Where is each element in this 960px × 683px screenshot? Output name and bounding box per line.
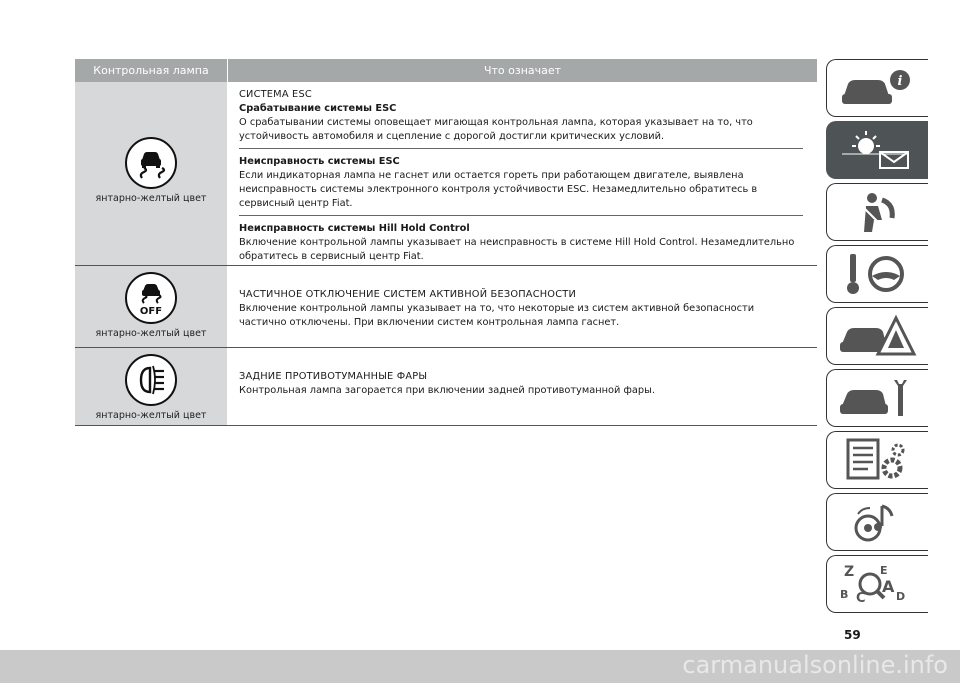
tab-starting-driving[interactable] bbox=[826, 245, 928, 303]
svg-text:Z: Z bbox=[843, 564, 854, 580]
esc-off-icon bbox=[125, 272, 177, 324]
section-title: ЧАСТИЧНОЕ ОТКЛЮЧЕНИЕ СИСТЕМ АКТИВНОЙ БЕЗОПАСНОСТИ bbox=[239, 289, 576, 300]
svg-text:D: D bbox=[895, 590, 905, 603]
section-subtitle: Неисправность системы ESC bbox=[239, 156, 400, 167]
rear-fog-light-icon bbox=[125, 354, 177, 406]
warning-lights-table bbox=[75, 59, 817, 426]
description-cell bbox=[227, 348, 817, 425]
table-row bbox=[75, 82, 817, 266]
lamp-cell bbox=[75, 82, 227, 265]
esc-skid-icon bbox=[125, 137, 177, 189]
car-info-icon bbox=[838, 66, 918, 110]
header-lamp: Контрольная лампа bbox=[93, 64, 209, 77]
lamp-color-label: янтарно-желтый цвет bbox=[95, 328, 207, 339]
off-label: OFF bbox=[139, 306, 163, 317]
description-cell bbox=[227, 266, 817, 347]
lamp-color-label: янтарно-желтый цвет bbox=[95, 410, 207, 421]
description-section bbox=[239, 282, 803, 334]
section-title: ЗАДНИЕ ПРОТИВОТУМАННЫЕ ФАРЫ bbox=[239, 371, 428, 382]
car-wrench-icon bbox=[838, 376, 918, 420]
footer-bar bbox=[0, 650, 960, 683]
lamp-cell bbox=[75, 266, 227, 347]
description-section bbox=[239, 215, 803, 268]
section-subtitle: Неисправность системы Hill Hold Control bbox=[239, 223, 470, 234]
tab-car-info[interactable] bbox=[826, 59, 928, 117]
description-section bbox=[239, 364, 803, 402]
safety-airbag-icon bbox=[838, 190, 918, 234]
lamp-color-label: янтарно-желтый цвет bbox=[95, 193, 207, 204]
tab-maintenance[interactable] bbox=[826, 369, 928, 427]
page-number: 59 bbox=[844, 628, 861, 642]
section-text: О срабатывании системы оповещает мигающая контрольная лампа, которая указывает на то, что устойчивость автомобиля и сцепление с дорогой достигли критических условий. bbox=[239, 117, 753, 142]
section-text: Включение контрольной лампы указывает на то, что некоторые из систем активной безопасности частично отключены. При включении систем контрольная лампа гаснет. bbox=[239, 303, 755, 328]
warning-light-message-icon bbox=[838, 128, 918, 172]
section-title: СИСТЕМА ESC bbox=[239, 89, 312, 100]
header-meaning: Что означает bbox=[227, 59, 817, 82]
chapter-tabs bbox=[826, 59, 928, 617]
tab-safety[interactable] bbox=[826, 183, 928, 241]
description-section bbox=[239, 148, 803, 215]
svg-text:B: B bbox=[839, 588, 848, 601]
svg-text:E: E bbox=[879, 564, 888, 577]
svg-text:i: i bbox=[897, 74, 902, 89]
lamp-cell bbox=[75, 348, 227, 425]
svg-text:A: A bbox=[881, 577, 894, 596]
section-text: Включение контрольной лампы указывает на неисправность в системе Hill Hold Control. Незамедлительно обратитесь в сервисный центр Fiat. bbox=[239, 237, 795, 262]
description-section bbox=[239, 82, 803, 148]
tab-multimedia[interactable] bbox=[826, 493, 928, 551]
multimedia-icon bbox=[838, 500, 918, 544]
table-row bbox=[75, 266, 817, 348]
tab-index[interactable] bbox=[826, 555, 928, 613]
svg-text:C: C bbox=[855, 591, 866, 606]
section-text: Контрольная лампа загорается при включении задней противотуманной фары. bbox=[239, 385, 655, 396]
section-text: Если индикаторная лампа не гаснет или остается гореть при работающем двигателе, выявлена неисправность системы электронного контроля устойчивости ESC. Незамедлительно обратитесь в сервисный центр Fiat. bbox=[239, 170, 758, 209]
key-steering-wheel-icon bbox=[838, 252, 918, 296]
alphabetical-index-icon bbox=[838, 562, 918, 606]
specs-gear-icon bbox=[838, 438, 918, 482]
section-subtitle: Срабатывание системы ESC bbox=[239, 103, 397, 114]
tab-warning-lights[interactable] bbox=[826, 121, 928, 179]
tab-technical-data[interactable] bbox=[826, 431, 928, 489]
tab-emergency[interactable] bbox=[826, 307, 928, 365]
watermark: carmanualsonline.info bbox=[682, 651, 948, 679]
description-cell bbox=[227, 82, 817, 265]
car-emergency-triangle-icon bbox=[838, 314, 918, 358]
table-row bbox=[75, 348, 817, 426]
table-header bbox=[75, 59, 817, 82]
